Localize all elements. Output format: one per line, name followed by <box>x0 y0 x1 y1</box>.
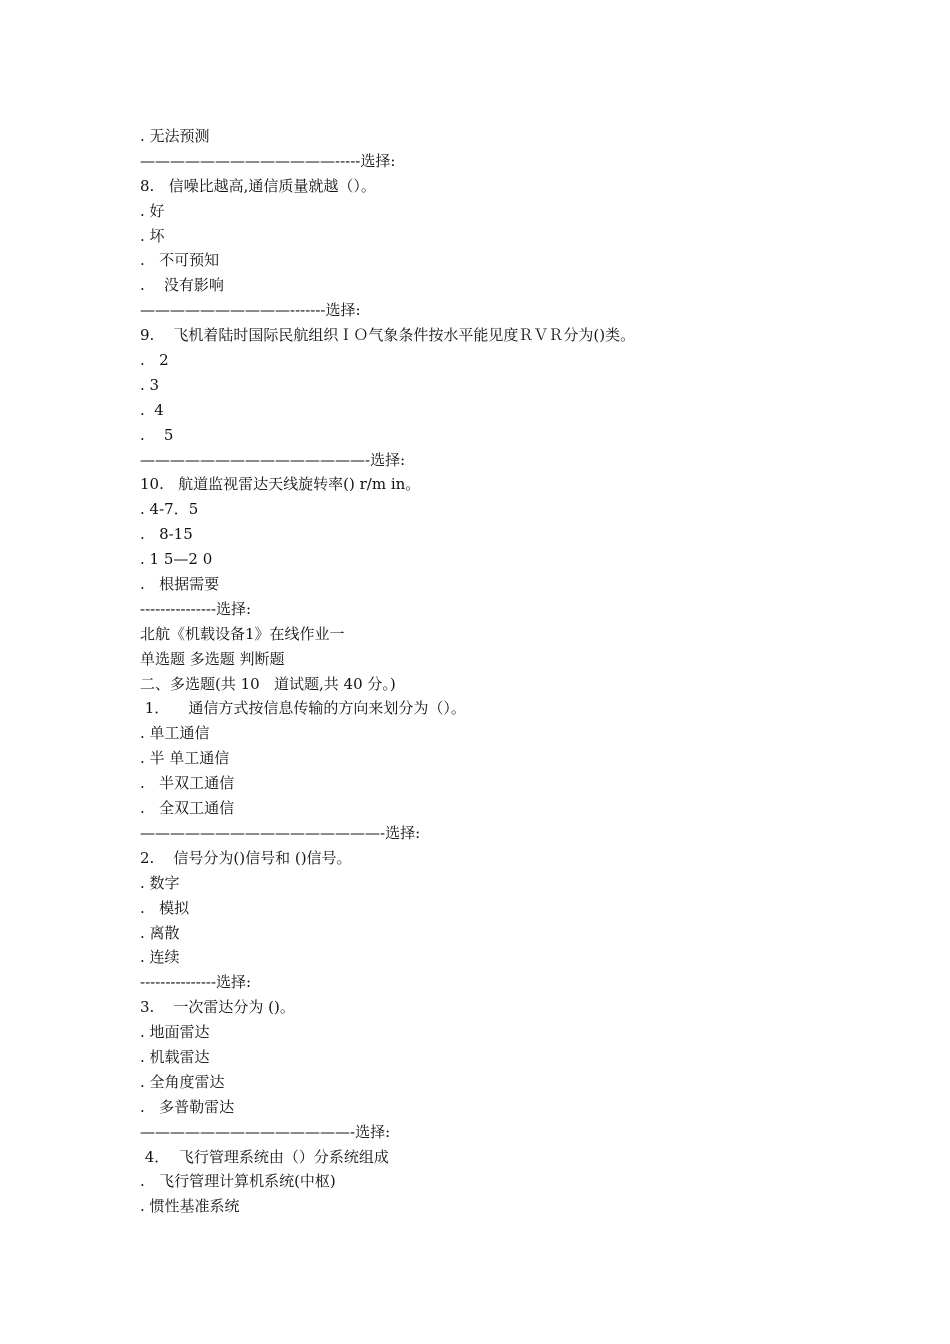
question-line: 9. 飞机着陆时国际民航组织ＩＯ气象条件按水平能见度ＲＶＲ分为()类。 <box>140 326 636 345</box>
answer-separator: —————————————-----选择: <box>140 151 396 170</box>
answer-separator: ---------------选择: <box>140 973 252 992</box>
answer-separator: ——————————————-选择: <box>140 1122 391 1141</box>
question-line: 4． 飞行管理系统由（）分系统组成 <box>140 1147 389 1166</box>
option-line: . 飞行管理计算机系统(中枢) <box>140 1172 336 1191</box>
section-title: 北航《机载设备1》在线作业一 <box>140 624 345 643</box>
option-line: . 4 <box>140 400 164 419</box>
answer-separator: ---------------选择: <box>140 599 252 618</box>
option-line: . 地面雷达 <box>140 1023 210 1042</box>
option-line: . 5 <box>140 425 174 444</box>
question-line: 2. 信号分为()信号和 ()信号。 <box>140 848 352 867</box>
option-line: . 好 <box>140 201 165 220</box>
question-line: 1． 通信方式按信息传输的方向来划分为（）。 <box>140 699 466 718</box>
question-line: 10. 航道监视雷达天线旋转率() r/m in。 <box>140 475 421 494</box>
option-line: . 单工通信 <box>140 724 210 743</box>
option-line: . 没有影响 <box>140 276 224 295</box>
option-line: . 坏 <box>140 226 165 245</box>
option-line: . 半双工通信 <box>140 774 235 793</box>
question-type-tabs: 单选题 多选题 判断题 <box>140 649 285 668</box>
option-line: . 全双工通信 <box>140 799 235 818</box>
option-line: . 数字 <box>140 873 180 892</box>
option-line: . 8-15 <box>140 525 193 544</box>
question-line: 3. 一次雷达分为 ()。 <box>140 998 295 1017</box>
option-line: . 不可预知 <box>140 251 220 270</box>
document-page <box>140 124 840 1219</box>
option-line: . 机载雷达 <box>140 1047 210 1066</box>
option-line: . 4-7．5 <box>140 500 199 519</box>
option-line: . 多普勒雷达 <box>140 1097 235 1116</box>
option-line: . 2 <box>140 351 169 370</box>
question-line: 8. 信噪比越高,通信质量就越（）。 <box>140 176 376 195</box>
option-line: . 全角度雷达 <box>140 1072 225 1091</box>
text-line: . 无法预测 <box>140 127 210 145</box>
option-line: . 连续 <box>140 948 180 967</box>
option-line: . 半 单工通信 <box>140 749 230 768</box>
answer-separator: ——————————-------选择: <box>140 301 361 320</box>
option-line: . 1 5—2 0 <box>140 550 213 569</box>
option-line: . 3 <box>140 375 160 394</box>
option-line: . 根据需要 <box>140 575 220 594</box>
option-line: . 模拟 <box>140 898 190 917</box>
answer-separator: ————————————————-选择: <box>140 823 421 842</box>
answer-separator: ———————————————-选择: <box>140 450 406 469</box>
option-line: . 惯性基准系统 <box>140 1197 240 1216</box>
option-line: . 离散 <box>140 923 180 942</box>
section-heading: 二、多选题(共 10 道试题,共 40 分。) <box>140 674 396 693</box>
